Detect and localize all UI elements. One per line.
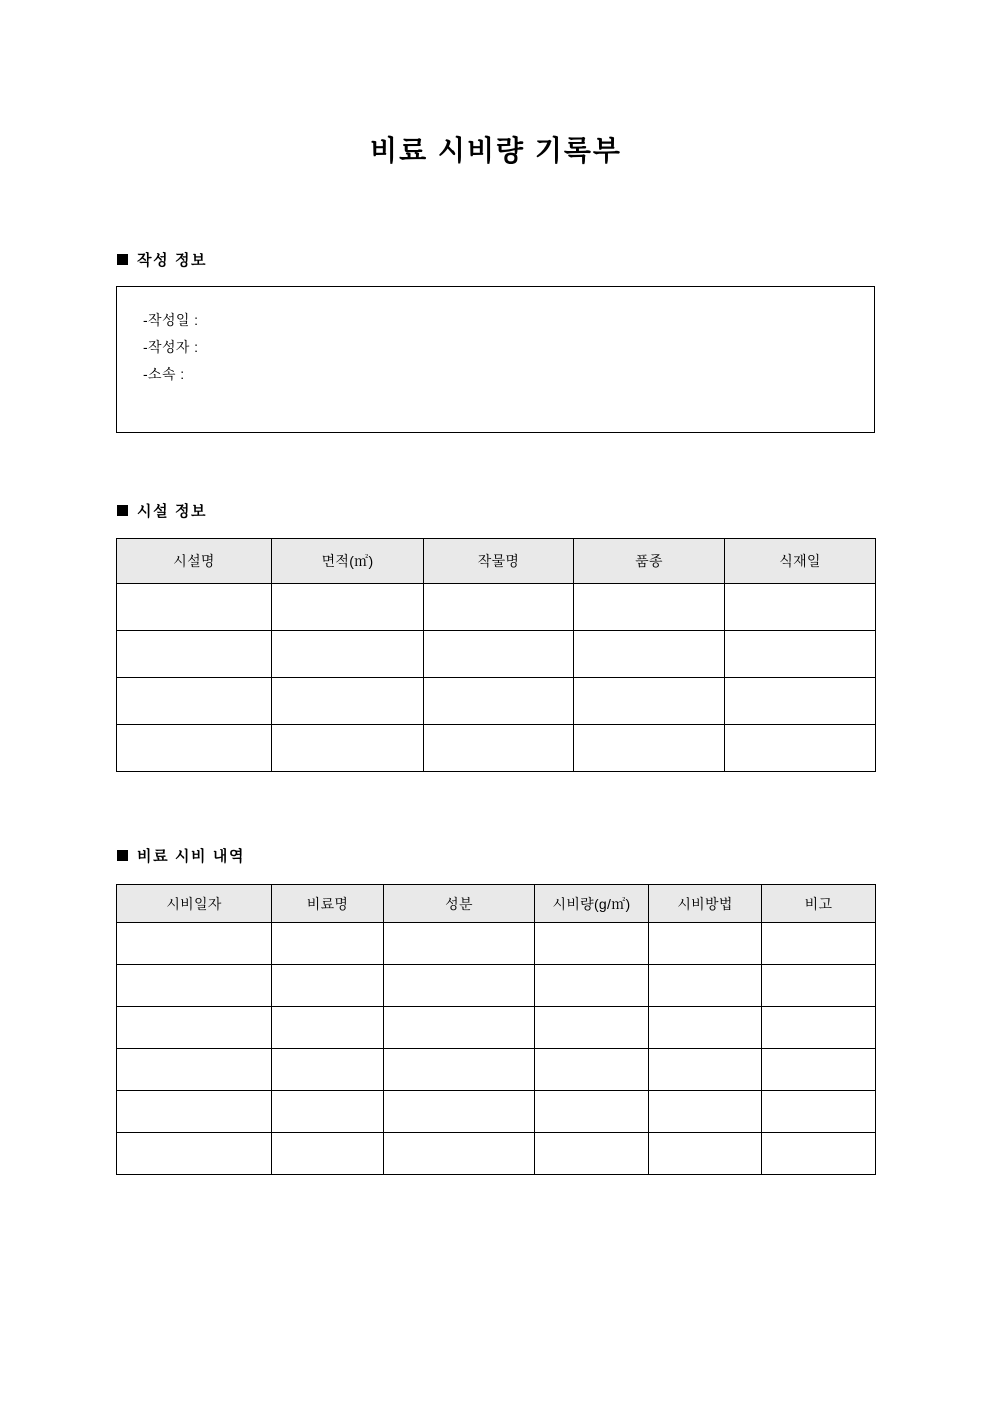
column-header-planting-date: 식재일 <box>725 539 876 584</box>
cell-remarks[interactable] <box>762 923 876 965</box>
column-header-application-amount: 시비량(g/㎡) <box>535 885 649 923</box>
filled-square-bullet-icon <box>117 850 128 861</box>
cell-application-amount[interactable] <box>535 1049 649 1091</box>
table-row <box>117 678 876 725</box>
cell-variety[interactable] <box>574 725 725 772</box>
cell-application-amount[interactable] <box>535 923 649 965</box>
cell-remarks[interactable] <box>762 1007 876 1049</box>
cell-application-date[interactable] <box>117 1091 272 1133</box>
cell-area[interactable] <box>272 584 424 631</box>
cell-variety[interactable] <box>574 631 725 678</box>
cell-application-amount[interactable] <box>535 1091 649 1133</box>
column-header-area: 면적(㎡) <box>272 539 424 584</box>
table-row <box>117 725 876 772</box>
cell-facility-name[interactable] <box>117 725 272 772</box>
writer-info-box[interactable] <box>116 286 875 433</box>
cell-application-method[interactable] <box>649 965 762 1007</box>
cell-remarks[interactable] <box>762 1049 876 1091</box>
cell-fertilizer-name[interactable] <box>272 1049 384 1091</box>
cell-application-date[interactable] <box>117 923 272 965</box>
column-header-remarks: 비고 <box>762 885 876 923</box>
cell-fertilizer-name[interactable] <box>272 1007 384 1049</box>
cell-application-method[interactable] <box>649 1091 762 1133</box>
cell-application-date[interactable] <box>117 1049 272 1091</box>
cell-remarks[interactable] <box>762 965 876 1007</box>
section-heading-label: 시설 정보 <box>137 503 208 520</box>
cell-crop-name[interactable] <box>424 584 574 631</box>
cell-fertilizer-name[interactable] <box>272 965 384 1007</box>
cell-composition[interactable] <box>384 1133 535 1175</box>
cell-planting-date[interactable] <box>725 584 876 631</box>
cell-planting-date[interactable] <box>725 631 876 678</box>
cell-facility-name[interactable] <box>117 584 272 631</box>
column-header-variety: 품종 <box>574 539 725 584</box>
column-header-application-date: 시비일자 <box>117 885 272 923</box>
cell-fertilizer-name[interactable] <box>272 1133 384 1175</box>
facility-info-table <box>116 538 876 772</box>
section-heading-writer-info <box>117 249 207 270</box>
cell-application-method[interactable] <box>649 923 762 965</box>
table-row <box>117 631 876 678</box>
cell-application-method[interactable] <box>649 1007 762 1049</box>
cell-area[interactable] <box>272 725 424 772</box>
cell-application-date[interactable] <box>117 965 272 1007</box>
fertilizer-details-table <box>116 884 876 1175</box>
cell-composition[interactable] <box>384 1049 535 1091</box>
cell-composition[interactable] <box>384 1091 535 1133</box>
table-row <box>117 1133 876 1175</box>
page-title: 비료 시비량 기록부 <box>370 135 622 166</box>
table-row <box>117 965 876 1007</box>
writer-field-date[interactable]: -작성일 : <box>143 312 199 328</box>
table-header-row <box>117 539 876 584</box>
cell-planting-date[interactable] <box>725 725 876 772</box>
table-row <box>117 584 876 631</box>
cell-application-amount[interactable] <box>535 965 649 1007</box>
cell-application-amount[interactable] <box>535 1007 649 1049</box>
cell-fertilizer-name[interactable] <box>272 923 384 965</box>
table-row <box>117 923 876 965</box>
section-heading-fertilizer-details <box>117 845 245 866</box>
cell-application-date[interactable] <box>117 1007 272 1049</box>
column-header-application-method: 시비방법 <box>649 885 762 923</box>
cell-application-amount[interactable] <box>535 1133 649 1175</box>
writer-field-author[interactable]: -작성자 : <box>143 339 199 355</box>
column-header-composition: 성분 <box>384 885 535 923</box>
filled-square-bullet-icon <box>117 505 128 516</box>
cell-remarks[interactable] <box>762 1133 876 1175</box>
cell-facility-name[interactable] <box>117 678 272 725</box>
table-header-row <box>117 885 876 923</box>
cell-composition[interactable] <box>384 923 535 965</box>
cell-variety[interactable] <box>574 584 725 631</box>
cell-planting-date[interactable] <box>725 678 876 725</box>
cell-application-date[interactable] <box>117 1133 272 1175</box>
column-header-crop-name: 작물명 <box>424 539 574 584</box>
cell-fertilizer-name[interactable] <box>272 1091 384 1133</box>
cell-area[interactable] <box>272 678 424 725</box>
table-row <box>117 1091 876 1133</box>
cell-crop-name[interactable] <box>424 631 574 678</box>
cell-area[interactable] <box>272 631 424 678</box>
cell-composition[interactable] <box>384 1007 535 1049</box>
section-heading-facility-info <box>117 500 207 521</box>
writer-field-affiliation[interactable]: -소속 : <box>143 366 185 382</box>
section-heading-label: 비료 시비 내역 <box>137 848 246 865</box>
filled-square-bullet-icon <box>117 254 128 265</box>
cell-variety[interactable] <box>574 678 725 725</box>
column-header-facility-name: 시설명 <box>117 539 272 584</box>
table-row <box>117 1049 876 1091</box>
cell-application-method[interactable] <box>649 1049 762 1091</box>
cell-crop-name[interactable] <box>424 725 574 772</box>
cell-remarks[interactable] <box>762 1091 876 1133</box>
cell-application-method[interactable] <box>649 1133 762 1175</box>
table-row <box>117 1007 876 1049</box>
cell-composition[interactable] <box>384 965 535 1007</box>
cell-facility-name[interactable] <box>117 631 272 678</box>
section-heading-label: 작성 정보 <box>137 252 208 269</box>
cell-crop-name[interactable] <box>424 678 574 725</box>
column-header-fertilizer-name: 비료명 <box>272 885 384 923</box>
